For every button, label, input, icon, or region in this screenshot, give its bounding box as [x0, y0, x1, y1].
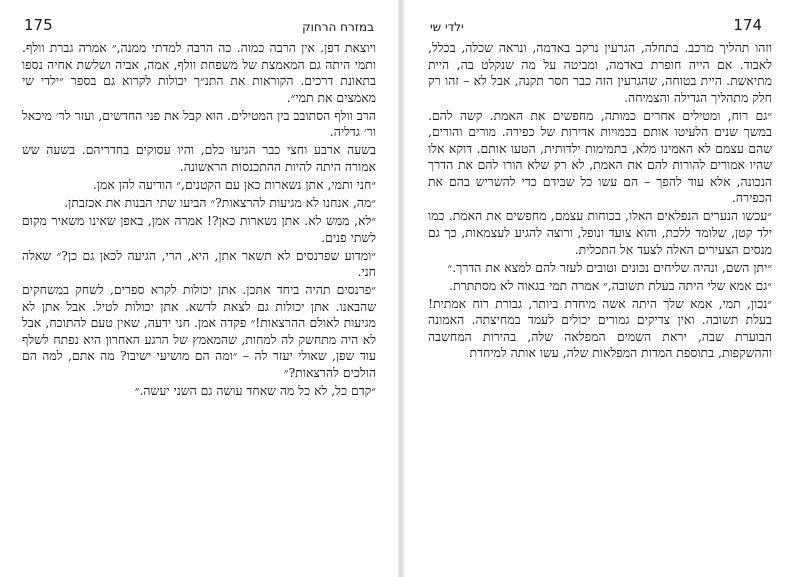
paragraph: ״חני ותמי, אתן נשארות כאן עם הקטנים,״ הודיעה להן אמן. — [92, 176, 376, 192]
page-number: 175 — [24, 16, 53, 34]
paragraph: ״מה, אנחנו לא מגיעות להרצאות?״ הביעו שתי הבנות את אכזבתן. — [64, 194, 376, 210]
right-page-body — [428, 40, 772, 571]
page-number: 174 — [733, 16, 762, 34]
paragraph: ״פרנסים תהיה ביחד אתכן. אתן יכולות לקרא ספרים, לשחק במשחקים שהבאנו. אתן יכולות גם לצאת לדשא. אתן יכולות לטיל. אבל אתן לא מגיעות לאולם ההרצאות!״ פקדה אמן. חני ידעה, שאין טעם להתוכח, אבל לא היה מתחשק לה למחות, שהמאמץ של הרגע האחרון היא נפתח לשלף עוד שפן, שאולי יעזר לה – ״ומה הם מושיעי ישיבו? מה אתם, למה הם הולכים להרצאות?״ — [22, 282, 376, 380]
paragraph: הרב וולף הסתובב בין המטילים. הוא קבל את פני החדשים, ועזר לר׳ מיכאל ור׳ גדליה. — [22, 107, 376, 140]
paragraph: ״לא, ממש לא. אתן נשארות כאן?! אמרה אמן, באפן שאינו משאיר מקום לשתי פנים. — [22, 212, 376, 245]
right-page — [404, 0, 802, 577]
paragraph: וזהו תהליך מרכב. בתחלה, הגרעין נרקב באדמה, ונראה שכלה, בכלל, לאבוד. אם הייה חופרת באדמה, ומביטה על מה שנקלט בה, היית מתיאשת. היית בטוחה, שהגרעין הזה כבר חסר תקנה, אבל לא – זהו רק חלק מתהליך הגדילה והצמיחה. — [428, 40, 772, 105]
paragraph: ״גם רוח, ומטילים אחרים כמותה, מחפשים את האמת. קשה להם. במשך שנים הלעיטו אותם בכמויות אדירות של כפירה. מורים והורים, שהם עצמם לא האמינו מלא, בתמימות ילדותית, הטעו אותם. דוקא אלו שהיו אמורים להורות להם את האמת, לא רק שלא הורו להם את הדרך הנכונה, אלא עוד להפך – הם עשו כל שבידם כדי להשריש בהם את הכפירה. — [428, 107, 772, 206]
paragraph: ״עכשו הנערים הנפלאים האלו, בכוחות עצמם, מחפשים את האמת. כמו ילד קטן, שלומד ללכת, והוא צועד ונופל, ורוצה להגיע לעצמאות, כך גם מנסים הצעירים האלה לצעד אל התכלית. — [428, 208, 772, 257]
left-page-body — [22, 40, 376, 571]
left-page-header — [24, 10, 374, 34]
paragraph: ויוצאת דפן. אין הרבה כמוה. כה הרבה למדתי ממנה,״ אמרה גברת וולף. ותמי היתה גם המאמצת של משפחת וולף, אמה, אביה ושלשת אחיה נספו בתאונת דרכים. הקוראות את התנ״ך יכולות לקרוא גם בספר ״ילדי שי מאמצים את תמי״. — [22, 40, 376, 105]
right-page-header — [430, 10, 762, 34]
running-head: במזרח הרחוק — [302, 20, 374, 34]
paragraph: ״נכון, תמי, אמא שלך היתה אשה מיחדת ביותר, גבורת רוח אמתית! בעלת תשובה. ואין צדיקים גמורים יכולים לעמד במחיצתה. האמונה הבוערת שבה, יראת השמים המפלאה שלה, בהירות המחשבה וההשקפות, בתוספת המדות המפלאות שלה, עשו אותה למיחדת — [428, 295, 772, 361]
paragraph: ״יתן השם, ונהיה שליחים נכונים וטובים לעזר להם למצא את הדרך.״ — [447, 259, 772, 275]
paragraph: ״גם אמא שלי היתה בעלת תשובה,״ אמרה תמי בגאוה לא מסתתרת. — [449, 277, 772, 293]
left-page — [0, 0, 398, 577]
running-head: ילדי שי — [430, 20, 464, 34]
paragraph: ״ומדוע שפרנסים לא תשאר אתן, היא, הרי, הגיעה לכאן גם כן?״ שאלה חני. — [22, 247, 376, 280]
paragraph: בשעה ארבע וחצי כבר הגיעו כלם, והיו עסוקים בחדריהם. בשעה שש אמורה היתה להיות ההתכנסות הראשונה. — [22, 142, 376, 174]
paragraph: ״קדם כל, לא כל מה שאחד עושה גם השני יעשה.״ — [134, 382, 376, 398]
